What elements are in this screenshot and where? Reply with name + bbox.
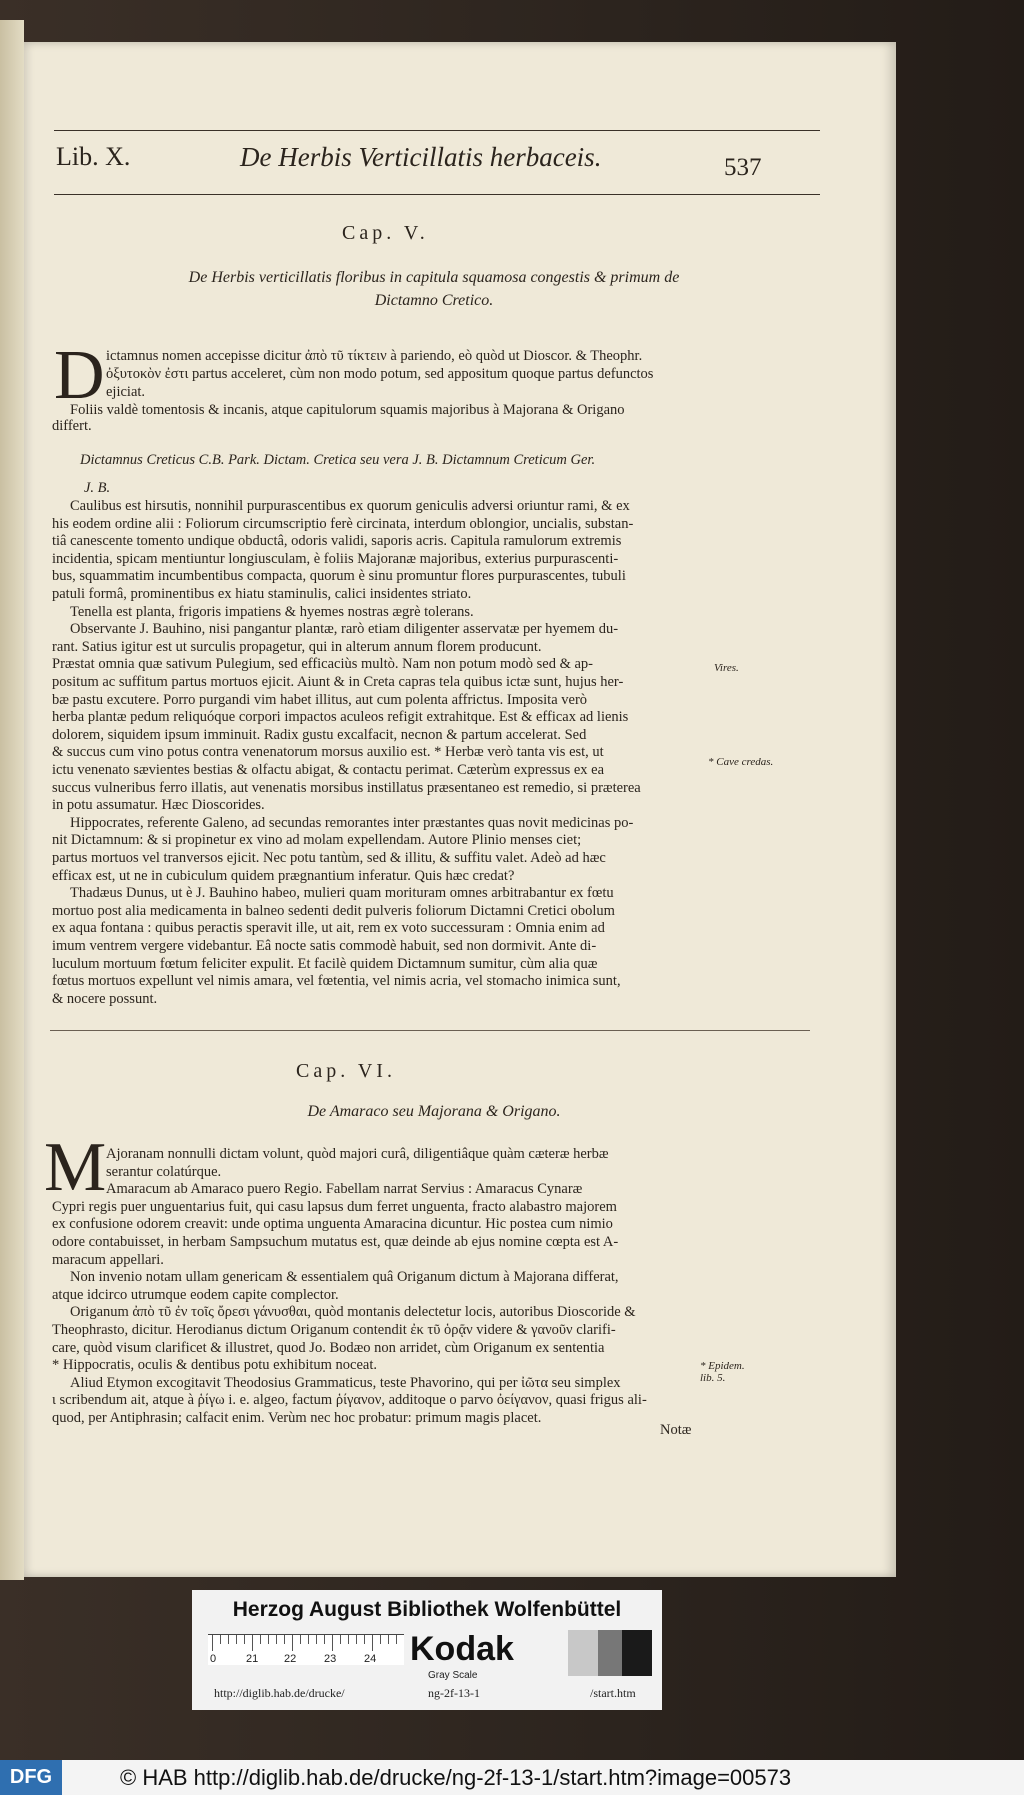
text-line: rant. Satius igitur est ut surculis propagetur, qui in alterum annum florem producunt. bbox=[52, 638, 542, 655]
drop-cap: D bbox=[54, 337, 105, 414]
header-bottom-rule bbox=[54, 194, 820, 195]
text-line: incidentia, spicam mentiuntur longiusculam, è foliis Majoranæ majoribus, exterius purpurascenti- bbox=[52, 550, 619, 567]
scale-tick bbox=[284, 1635, 285, 1644]
text-line: herba plantæ pedum reliquóque corpori impactos aculeos refigit extrahitque. Est & efficax ad lienis bbox=[52, 709, 629, 726]
subtitle-line: De Herbis verticillatis floribus in capitula squamosa congestis & primum de bbox=[188, 269, 680, 286]
text-line: ictu venenato sævientes bestias & olfactu abigat, & contactu perimat. Cæterùm expressus ex ea bbox=[52, 762, 605, 778]
text-line: differt. bbox=[52, 418, 92, 434]
text-line: partus mortuos vel tranversos ejicit. Nec potu tantùm, sed & illitu, & suffitu valet. Adeò ad hæc bbox=[52, 850, 606, 866]
chapter-subtitle: De Amaraco seu Majorana & Origano. bbox=[307, 1103, 561, 1120]
text-line: Ajoranam nonnulli dictam volunt, quòd majori curâ, diligentiâque quàm cæteræ herbæ bbox=[106, 1146, 609, 1162]
gray-patch-dark bbox=[622, 1630, 652, 1676]
text-line: dolorem, siquidem ipsum imminuit. Radix gustu excalfacit, necnon & partum accelerat. Sed bbox=[52, 726, 587, 743]
text-line: positum ac suffitum partus mortuos ejicit. Aiunt & in Creta capras tela quibus ictæ sunt, hujus her- bbox=[52, 674, 624, 690]
text-line: succus vulneribus ferro illatis, aut venenatis morsibus instillatus præsentaneo est remedio, si præterea bbox=[52, 779, 641, 796]
margin-note: Vires. bbox=[714, 662, 739, 674]
scale-tick bbox=[220, 1635, 221, 1644]
text-line: bæ pastu excutere. Porro purgandi vim habet illitus, aut cum polenta affrictus. Imposita verò bbox=[52, 691, 588, 708]
scale-number: 0 bbox=[210, 1653, 217, 1665]
scale-tick bbox=[244, 1635, 245, 1644]
scale-tick bbox=[380, 1635, 381, 1644]
scale-tick bbox=[268, 1635, 269, 1644]
institution-name: Herzog August Bibliothek Wolfenbüttel bbox=[232, 1598, 622, 1621]
text-line: ejiciat. bbox=[106, 384, 146, 400]
scale-tick bbox=[212, 1635, 213, 1651]
margin-note: * Cave credas. bbox=[708, 756, 774, 768]
scale-number: 22 bbox=[284, 1653, 297, 1665]
scale-tick bbox=[324, 1635, 325, 1644]
catchword: Notæ bbox=[660, 1422, 692, 1438]
text-line: bus, squammatim incumbentibus compacta, quorum è sinu promuntur flores purpurascentes, tubuli bbox=[52, 568, 626, 585]
chapter-heading: Cap. V. bbox=[342, 222, 429, 244]
scale-tick bbox=[364, 1635, 365, 1644]
scale-tick bbox=[332, 1635, 333, 1651]
text-line: Observante J. Bauhino, nisi pangantur plantæ, rarò etiam diligenter asservatæ per hyemem du- bbox=[70, 621, 619, 638]
url-part: http://diglib.hab.de/drucke/ bbox=[214, 1686, 345, 1700]
text-line: Cypri regis puer unguentarius fuit, qui casu lapsus dum ferret unguenta, fracto alabastro majorem bbox=[52, 1198, 617, 1215]
chapter-heading: Cap. VI. bbox=[296, 1060, 396, 1082]
header-title: De Herbis Verticillatis herbaceis. bbox=[240, 142, 602, 172]
gray-patch-mid bbox=[598, 1630, 622, 1676]
text-line: Amaracum ab Amaraco puero Regio. Fabellam narrat Servius : Amaracus Cynaræ bbox=[106, 1181, 583, 1198]
text-line: patuli formâ, prominentibus ex hiatu staminulis, calici insidentes striato. bbox=[52, 586, 472, 602]
text-line: imum ventrem vergere videbantur. Eâ nocte satis commodè habuit, sed non dormivit. Ante di- bbox=[52, 938, 597, 954]
kodak-logo: Kodak bbox=[410, 1630, 514, 1668]
text-line: & nocere possunt. bbox=[52, 990, 158, 1007]
text-line: luculum mortuum fœtum feliciter expulit. Et facilè quidem Dictamnum sumitur, cùm alia quæ bbox=[52, 955, 598, 972]
text-line: ι scribendum ait, atque à ῥίγω i. e. algeo, factum ῥίγανον, additoque ο parvo ὀείγανον, quasi frigus ali- bbox=[52, 1392, 647, 1409]
scale-tick bbox=[348, 1635, 349, 1644]
scale-tick bbox=[252, 1635, 253, 1651]
scale-tick bbox=[300, 1635, 301, 1644]
text-line: Tenella est planta, frigoris impatiens & hyemes nostras ægrè tolerans. bbox=[70, 603, 474, 620]
scale-number: 24 bbox=[364, 1653, 377, 1665]
scale-number: 23 bbox=[324, 1653, 337, 1665]
book-page bbox=[24, 42, 896, 1577]
scale-tick bbox=[260, 1635, 261, 1644]
text-line: & succus cum vino potus contra venenatorum morsus auxilio est. * Herbæ verò tanta vis est, ut bbox=[52, 744, 604, 761]
text-line: Caulibus est hirsutis, nonnihil purpurascentibus ex quorum geniculis adversi oriuntur rami, & ex bbox=[70, 498, 630, 514]
scale-tick bbox=[308, 1635, 309, 1644]
scale-tick bbox=[316, 1635, 317, 1644]
text-line: care, quòd visum clarificet & illustret, quod Jo. Bodæo non arridet, cùm Origanum ex sententia bbox=[52, 1339, 605, 1356]
jb-label: J. B. bbox=[84, 480, 111, 496]
text-line: atque idcirco utrumque eodem capite complector. bbox=[52, 1286, 339, 1303]
text-line: in potu assumatur. Hæc Dioscorides. bbox=[52, 797, 265, 814]
synonyms-line: Dictamnus Creticus C.B. Park. Dictam. Cretica seu vera J. B. Dictamnum Creticum Ger. bbox=[80, 452, 596, 468]
text-line: ex aqua fontana : quibus peractis speravit ille, ut ait, rem ex voto successuram : Omnia enim ad bbox=[52, 920, 605, 937]
text-line: nit Dictamnum: & si propinetur ex vino ad molam expellendam. Autore Plinio menses ciet; bbox=[52, 832, 582, 849]
drop-cap: M bbox=[44, 1129, 107, 1206]
scale-tick bbox=[356, 1635, 357, 1644]
text-line: Origanum ἀπὸ τῦ ἐν τοῖς ὄρεσι γάνυσθαι, quòd montanis delectetur locis, autoribus Dioscoride & bbox=[70, 1304, 636, 1321]
scale-tick bbox=[292, 1635, 293, 1651]
text-line: ὀξυτοκὸν ἐστι partus acceleret, cùm non modo potum, sed appositum quoque partus defunctos bbox=[106, 366, 654, 382]
text-line: efficax est, ut ne in cubiculum quidem prægnantium inferatur. Quis hæc credat? bbox=[52, 867, 515, 884]
url-part: /start.htm bbox=[590, 1686, 636, 1700]
dfg-logo: DFG bbox=[0, 1760, 62, 1795]
scale-tick bbox=[396, 1635, 397, 1644]
page-number: 537 bbox=[724, 154, 762, 181]
text-line: ictamnus nomen accepisse dicitur ἀπὸ τῦ τίκτειν à pariendo, eò quòd ut Dioscor. & Theophr. bbox=[106, 348, 643, 364]
text-line: Thadæus Dunus, ut è J. Bauhino habeo, mulieri quam morituram omnes arbitrabantur ex fœtu bbox=[70, 885, 614, 902]
text-line: Aliud Etymon excogitavit Theodosius Grammaticus, teste Phavorino, qui per ἰῶτα seu simplex bbox=[70, 1374, 621, 1391]
section-divider bbox=[50, 1030, 810, 1031]
color-target-card bbox=[192, 1590, 662, 1710]
text-line: Non invenio notam ullam genericam & essentialem quâ Origanum dictum à Majorana differat, bbox=[70, 1269, 619, 1286]
text-line: fœtus mortuos expellunt vel nimis amara, vel fœtentia, vel nimis acria, vel stomacho inimica sunt, bbox=[52, 973, 621, 990]
text-line: quod, per Antiphrasin; calfacit enim. Verùm nec hoc probatur: primum magis placet. bbox=[52, 1410, 542, 1426]
text-line: maracum appellari. bbox=[52, 1251, 164, 1268]
header-top-rule bbox=[54, 130, 820, 131]
facing-page-edge bbox=[0, 20, 24, 1580]
ruler-scale bbox=[208, 1634, 404, 1665]
text-line: serantur colatúrque. bbox=[106, 1163, 222, 1180]
gray-scale-label: Gray Scale bbox=[428, 1670, 478, 1681]
text-line: his eodem ordine alii : Foliorum circumscriptio ferè circinata, interdum oblongior, uncialis, substan- bbox=[52, 515, 634, 532]
scale-number: 21 bbox=[246, 1653, 259, 1665]
chapter-subtitle bbox=[84, 266, 784, 312]
text-line: tiâ canescente tomento undique obductâ, odoris validi, saporis acris. Capitula ramulorum extremis bbox=[52, 533, 622, 550]
text-line: Foliis valdè tomentosis & incanis, atque capitulorum squamis majoribus à Majorana & Origano bbox=[70, 402, 625, 418]
header-lib: Lib. X. bbox=[56, 142, 131, 171]
scale-tick bbox=[276, 1635, 277, 1644]
text-line: odore contabuisset, in herbam Sampsuchum mutatus est, quæ deinde ab ejus nomine cœpta est A- bbox=[52, 1234, 619, 1250]
margin-note: * Epidem. lib. 5. bbox=[700, 1360, 745, 1384]
scale-tick bbox=[388, 1635, 389, 1644]
text-line: Hippocrates, referente Galeno, ad secundas remorantes inter præstantes quas novit medicinas po- bbox=[70, 814, 634, 831]
scale-tick bbox=[228, 1635, 229, 1644]
text-line: mortuo post alia medicamenta in balneo sedenti dedit pulveris foliorum Dictamni Cretici obolum bbox=[52, 902, 615, 919]
text-line: Præstat omnia quæ sativum Pulegium, sed efficaciùs multò. Nam non potum modò sed & ap- bbox=[52, 656, 594, 673]
text-line: Theophrasto, dicitur. Herodianus dictum Origanum contendit ἐκ τῦ ὁρᾷν videre & γανοῦν clarifi- bbox=[52, 1322, 616, 1338]
copyright-link[interactable]: © HAB http://diglib.hab.de/drucke/ng-2f-13-1/start.htm?image=00573 bbox=[120, 1765, 792, 1790]
text-line: * Hippocratis, oculis & dentibus potu exhibitum noceat. bbox=[52, 1357, 377, 1374]
text-line: ex confusione odorem creavit: unde optima unguenta Amaracina dicuntur. Hic postea cum nimio bbox=[52, 1216, 613, 1233]
scale-tick bbox=[340, 1635, 341, 1644]
footer-bar bbox=[0, 1760, 1024, 1795]
scale-tick bbox=[236, 1635, 237, 1644]
url-part: ng-2f-13-1 bbox=[428, 1686, 480, 1700]
gray-patch-light bbox=[568, 1630, 598, 1676]
scale-tick bbox=[372, 1635, 373, 1651]
subtitle-line: Dictamno Cretico. bbox=[374, 292, 494, 309]
